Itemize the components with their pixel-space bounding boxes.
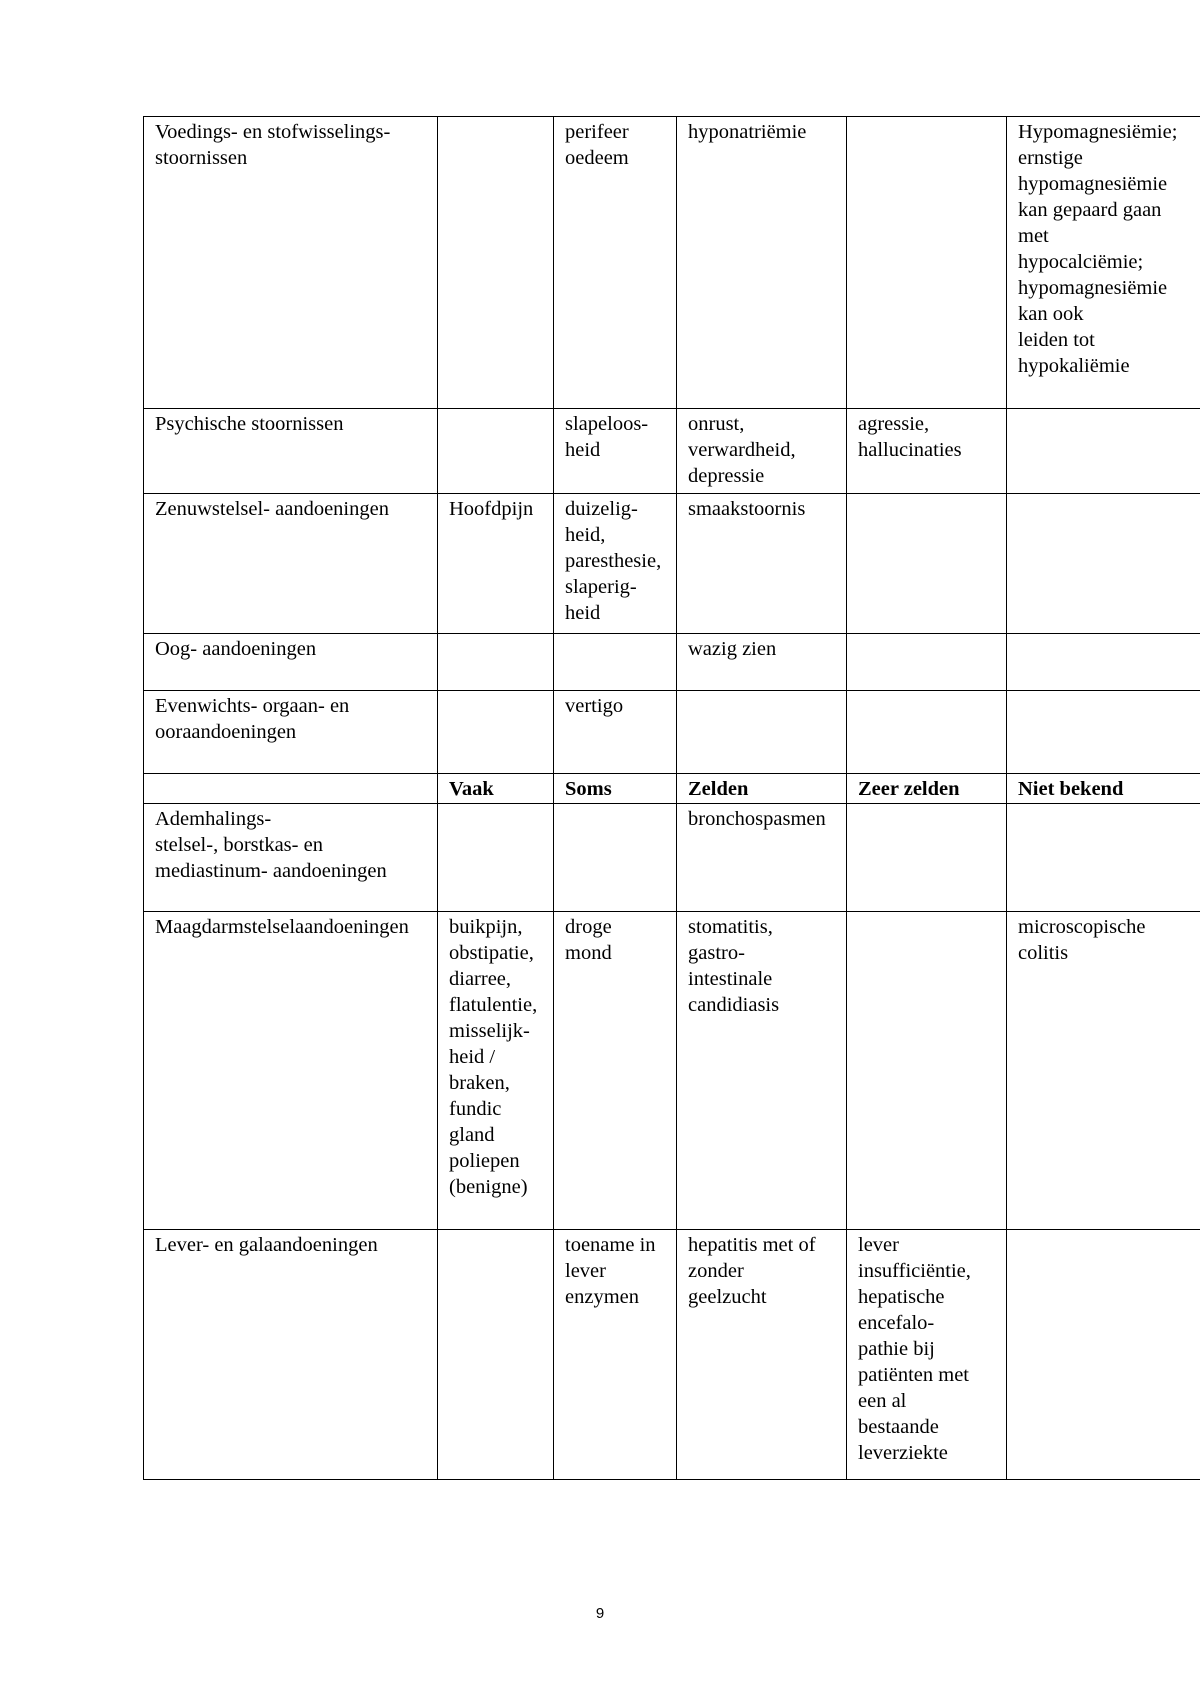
frequency-cell-niet-bekend	[1007, 494, 1200, 634]
frequency-cell-vaak	[438, 634, 554, 691]
frequency-cell-zeer-zelden	[847, 494, 1007, 634]
frequency-cell-zelden: onrust, verwardheid, depressie	[677, 409, 847, 494]
table-row	[144, 691, 1200, 774]
header-cell-vaak: Vaak	[438, 774, 554, 804]
frequency-cell-soms: vertigo	[554, 691, 677, 774]
frequency-cell-soms: toename in lever enzymen	[554, 1230, 677, 1480]
header-cell-zeer-zelden: Zeer zelden	[847, 774, 1007, 804]
table-row	[144, 494, 1200, 634]
table-row	[144, 1230, 1200, 1480]
organ-class-cell: Zenuwstelsel- aandoeningen	[144, 494, 438, 634]
frequency-cell-zeer-zelden	[847, 912, 1007, 1230]
frequency-cell-soms: droge mond	[554, 912, 677, 1230]
table-header-row	[144, 774, 1200, 804]
frequency-cell-niet-bekend	[1007, 1230, 1200, 1480]
frequency-cell-zelden: stomatitis, gastro- intestinale candidiasis	[677, 912, 847, 1230]
frequency-cell-vaak: Hoofdpijn	[438, 494, 554, 634]
table-row	[144, 804, 1200, 912]
frequency-cell-vaak	[438, 691, 554, 774]
frequency-cell-zelden	[677, 691, 847, 774]
frequency-cell-niet-bekend	[1007, 634, 1200, 691]
organ-class-cell: Psychische stoornissen	[144, 409, 438, 494]
frequency-cell-zelden: bronchospasmen	[677, 804, 847, 912]
header-cell-niet-bekend: Niet bekend	[1007, 774, 1200, 804]
frequency-cell-niet-bekend: Hypomagnesiëmie; ernstige hypomagnesiëmie kan gepaard gaan met hypocalciëmie; hypomagnesiëmie kan ook leiden tot hypokaliëmie	[1007, 117, 1200, 409]
adverse-effects-table	[143, 116, 1200, 1480]
frequency-cell-zelden: smaakstoornis	[677, 494, 847, 634]
page-number: 9	[595, 1605, 605, 1622]
table-row	[144, 117, 1200, 409]
header-cell-empty	[144, 774, 438, 804]
frequency-cell-niet-bekend	[1007, 804, 1200, 912]
frequency-cell-zeer-zelden	[847, 804, 1007, 912]
frequency-cell-soms: perifeer oedeem	[554, 117, 677, 409]
frequency-cell-soms	[554, 804, 677, 912]
frequency-cell-vaak	[438, 1230, 554, 1480]
frequency-cell-zelden: hepatitis met of zonder geelzucht	[677, 1230, 847, 1480]
frequency-cell-niet-bekend	[1007, 409, 1200, 494]
frequency-cell-vaak	[438, 804, 554, 912]
frequency-cell-zelden: hyponatriëmie	[677, 117, 847, 409]
frequency-cell-zeer-zelden	[847, 691, 1007, 774]
header-cell-soms: Soms	[554, 774, 677, 804]
organ-class-cell: Ademhalings- stelsel-, borstkas- en mediastinum- aandoeningen	[144, 804, 438, 912]
header-cell-zelden: Zelden	[677, 774, 847, 804]
organ-class-cell: Evenwichts- orgaan- en ooraandoeningen	[144, 691, 438, 774]
organ-class-cell: Maagdarmstelselaandoeningen	[144, 912, 438, 1230]
frequency-cell-zeer-zelden	[847, 634, 1007, 691]
organ-class-cell: Lever- en galaandoeningen	[144, 1230, 438, 1480]
table-row	[144, 409, 1200, 494]
frequency-cell-niet-bekend: microscopische colitis	[1007, 912, 1200, 1230]
frequency-cell-niet-bekend	[1007, 691, 1200, 774]
frequency-cell-vaak: buikpijn, obstipatie, diarree, flatulentie, misselijk- heid / braken, fundic gland poliepen (benigne)	[438, 912, 554, 1230]
frequency-cell-soms: duizelig- heid, paresthesie, slaperig- heid	[554, 494, 677, 634]
organ-class-cell: Voedings- en stofwisselings- stoornissen	[144, 117, 438, 409]
table-row	[144, 634, 1200, 691]
frequency-cell-soms	[554, 634, 677, 691]
frequency-cell-vaak	[438, 117, 554, 409]
organ-class-cell: Oog- aandoeningen	[144, 634, 438, 691]
frequency-cell-soms: slapeloos- heid	[554, 409, 677, 494]
frequency-cell-zelden: wazig zien	[677, 634, 847, 691]
frequency-cell-zeer-zelden: lever insufficiëntie, hepatische encefalo- pathie bij patiënten met een al bestaande leverziekte	[847, 1230, 1007, 1480]
frequency-cell-zeer-zelden	[847, 117, 1007, 409]
table-row	[144, 912, 1200, 1230]
frequency-cell-zeer-zelden: agressie, hallucinaties	[847, 409, 1007, 494]
frequency-cell-vaak	[438, 409, 554, 494]
